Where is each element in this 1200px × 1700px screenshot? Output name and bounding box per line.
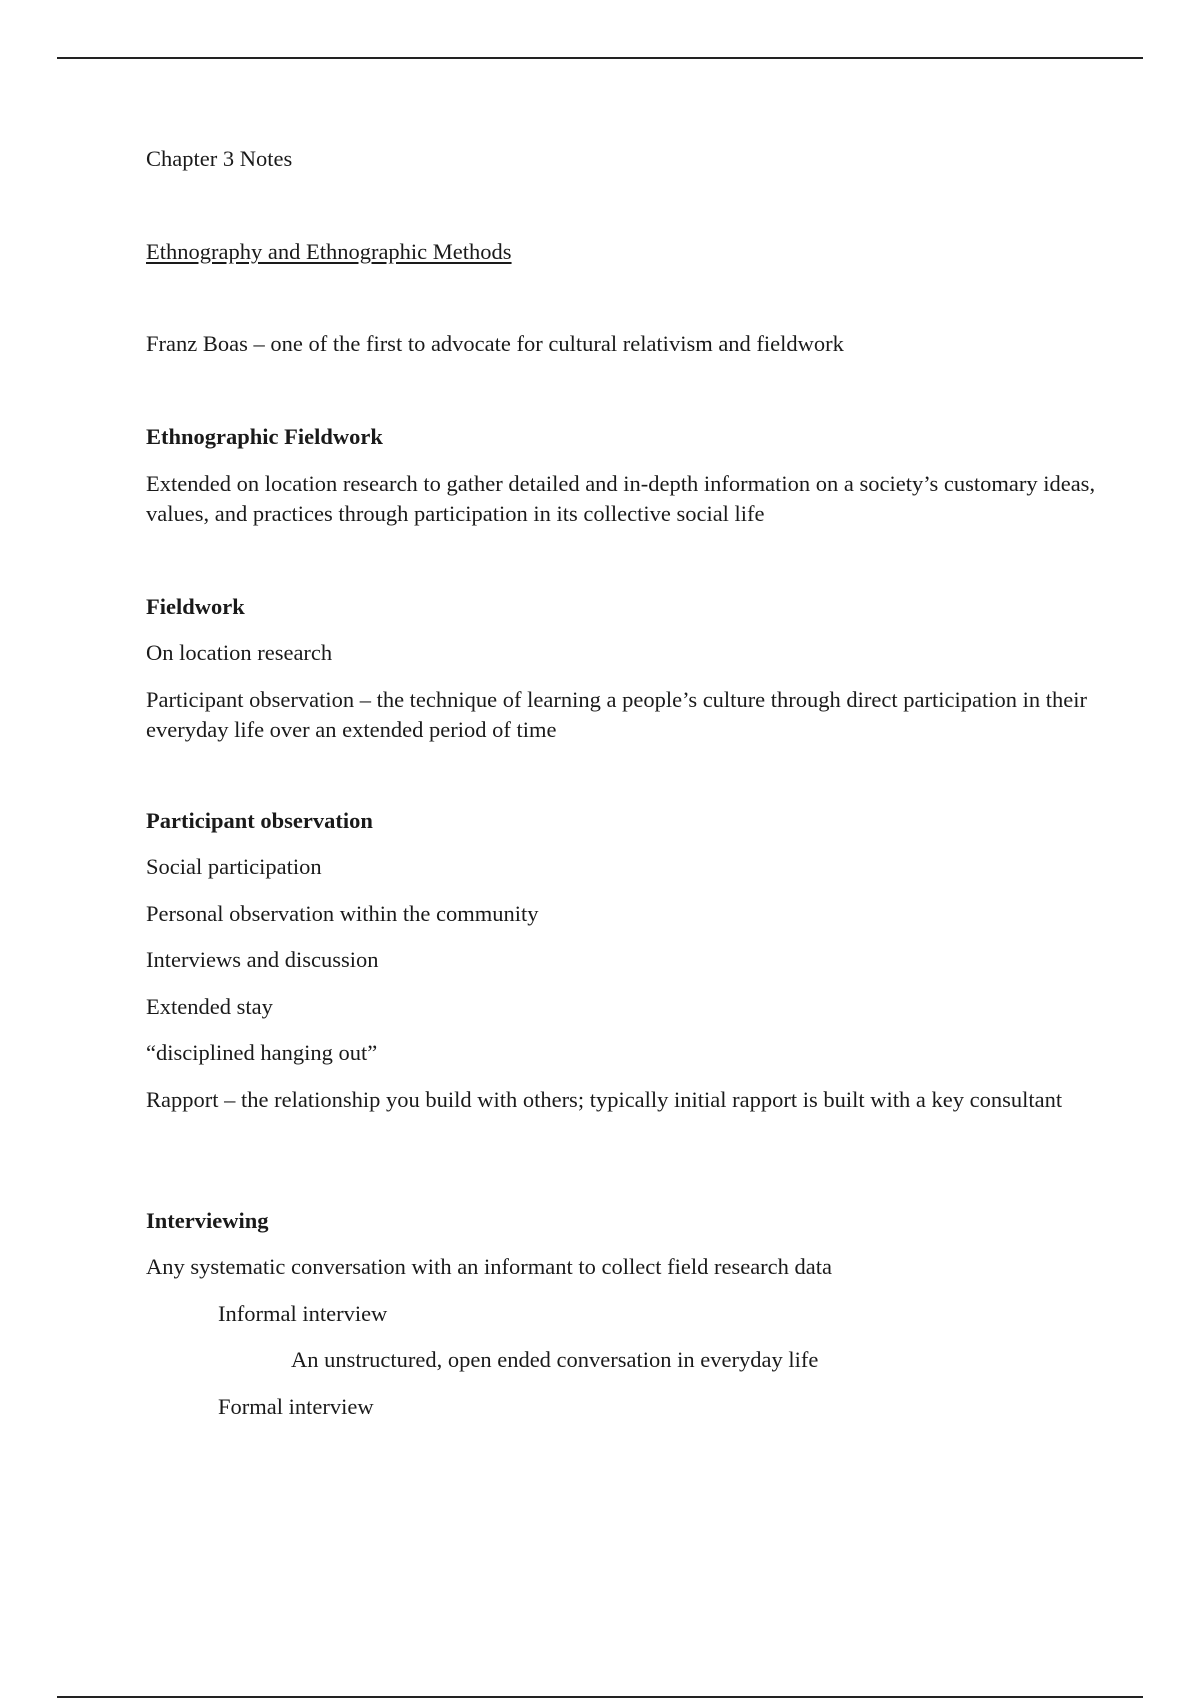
fieldwork-item-location: On location research: [146, 640, 333, 665]
bottom-rule: [57, 1696, 1143, 1698]
section-heading: Ethnography and Ethnographic Methods: [146, 239, 512, 264]
rapport-definition: Rapport – the relationship you build with others; typically initial rapport is built with a key consultant: [146, 1087, 1063, 1112]
top-rule: [57, 57, 1143, 59]
list-item: Personal observation within the community: [146, 901, 539, 926]
informal-interview-definition: An unstructured, open ended conversation in everyday life: [291, 1347, 819, 1372]
list-item: Interviews and discussion: [146, 947, 379, 972]
informal-interview-label: Informal interview: [218, 1301, 388, 1326]
formal-interview-label: Formal interview: [218, 1394, 374, 1419]
chapter-title: Chapter 3 Notes: [146, 146, 293, 171]
participant-observation-heading: Participant observation: [146, 808, 373, 833]
list-item: Extended stay: [146, 994, 273, 1019]
fieldwork-item-participant-observation: Participant observation – the technique of learning a people’s culture through direct participation in their everyday life over an extended period of time: [146, 687, 1087, 742]
list-item: “disciplined hanging out”: [146, 1040, 378, 1065]
interviewing-heading: Interviewing: [146, 1208, 269, 1233]
fieldwork-heading: Fieldwork: [146, 594, 245, 619]
ethnographic-fieldwork-heading: Ethnographic Fieldwork: [146, 424, 383, 449]
interviewing-definition: Any systematic conversation with an informant to collect field research data: [146, 1254, 833, 1279]
ethnographic-fieldwork-definition: Extended on location research to gather detailed and in-depth information on a society’s customary ideas, values, and practices through participation in its collective social life: [146, 471, 1096, 526]
boas-line: Franz Boas – one of the first to advocate for cultural relativism and fieldwork: [146, 331, 844, 356]
list-item: Social participation: [146, 854, 322, 879]
